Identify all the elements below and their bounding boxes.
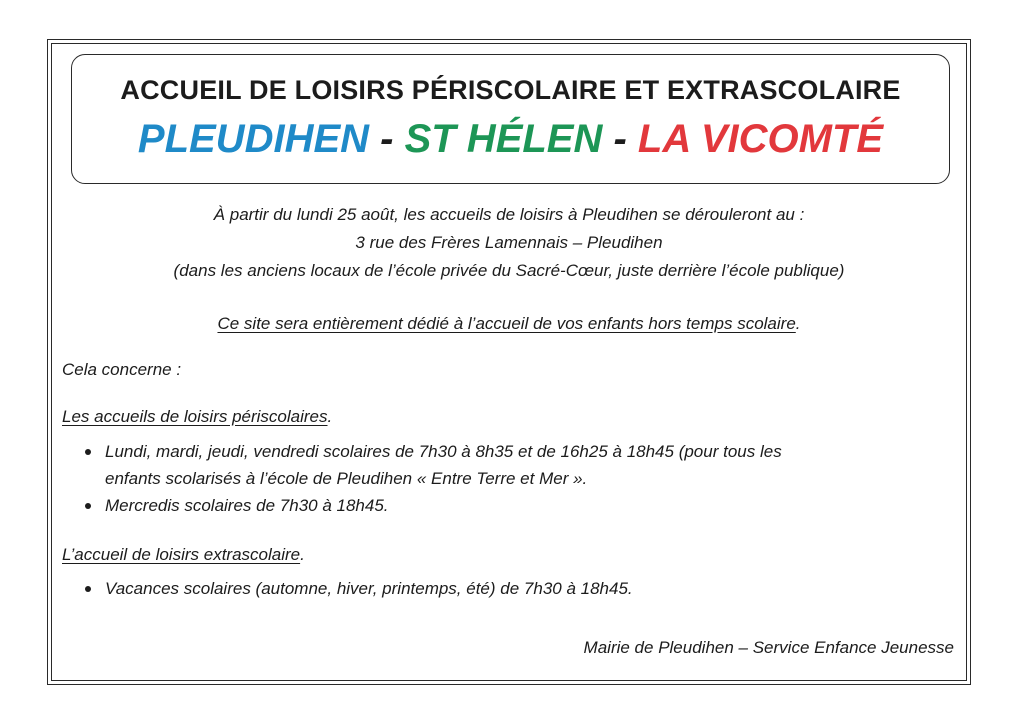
extrascolaire-heading [62,541,305,568]
highlight-text: Ce site sera entièrement dédié à l’accueil de vos enfants hors temps scolaire [217,314,796,333]
highlight-statement [47,310,971,337]
town-st-helen: ST HÉLEN [404,117,603,161]
periscolaire-list [85,438,782,519]
header-towns [72,117,949,162]
list-item-line: Mercredis scolaires de 7h30 à 18h45. [105,496,389,515]
intro-address: 3 rue des Frères Lamennais – Pleudihen [355,233,663,252]
extrascolaire-list [85,575,633,602]
signature: Mairie de Pleudihen – Service Enfance Jeunesse [583,638,954,657]
highlight-end: . [795,314,801,333]
town-pleudihen: PLEUDIHEN [137,117,370,161]
list-item-line: Vacances scolaires (automne, hiver, printemps, été) de 7h30 à 18h45. [105,579,633,598]
intro-line-1: À partir du lundi 25 août, les accueils de loisirs à Pleudihen se dérouleront au : [213,205,805,224]
list-item [85,438,782,492]
list-item-line: Lundi, mardi, jeudi, vendredi scolaires de 7h30 à 8h35 et de 16h25 à 18h45 (pour tous les [105,442,782,461]
periscolaire-heading [62,403,332,430]
extrascolaire-heading-end: . [300,545,305,564]
town-separator-2: - [602,117,638,161]
list-item [85,575,633,602]
intro-location-note: (dans les anciens locaux de l’école privée du Sacré-Cœur, juste derrière l’école publique) [173,261,845,280]
list-item-line: enfants scolarisés à l’école de Pleudihen « Entre Terre et Mer ». [105,469,588,488]
list-item [85,492,782,519]
periscolaire-heading-end: . [327,407,333,426]
periscolaire-heading-text: Les accueils de loisirs périscolaires [62,407,328,426]
town-la-vicomte: LA VICOMTÉ [637,117,884,161]
header-box [71,54,950,184]
extrascolaire-heading-text: L’accueil de loisirs extrascolaire [62,545,301,564]
town-separator-1: - [369,117,405,161]
header-title: ACCUEIL DE LOISIRS PÉRISCOLAIRE ET EXTRASCOLAIRE [120,75,901,105]
concerne-label: Cela concerne : [62,360,182,379]
